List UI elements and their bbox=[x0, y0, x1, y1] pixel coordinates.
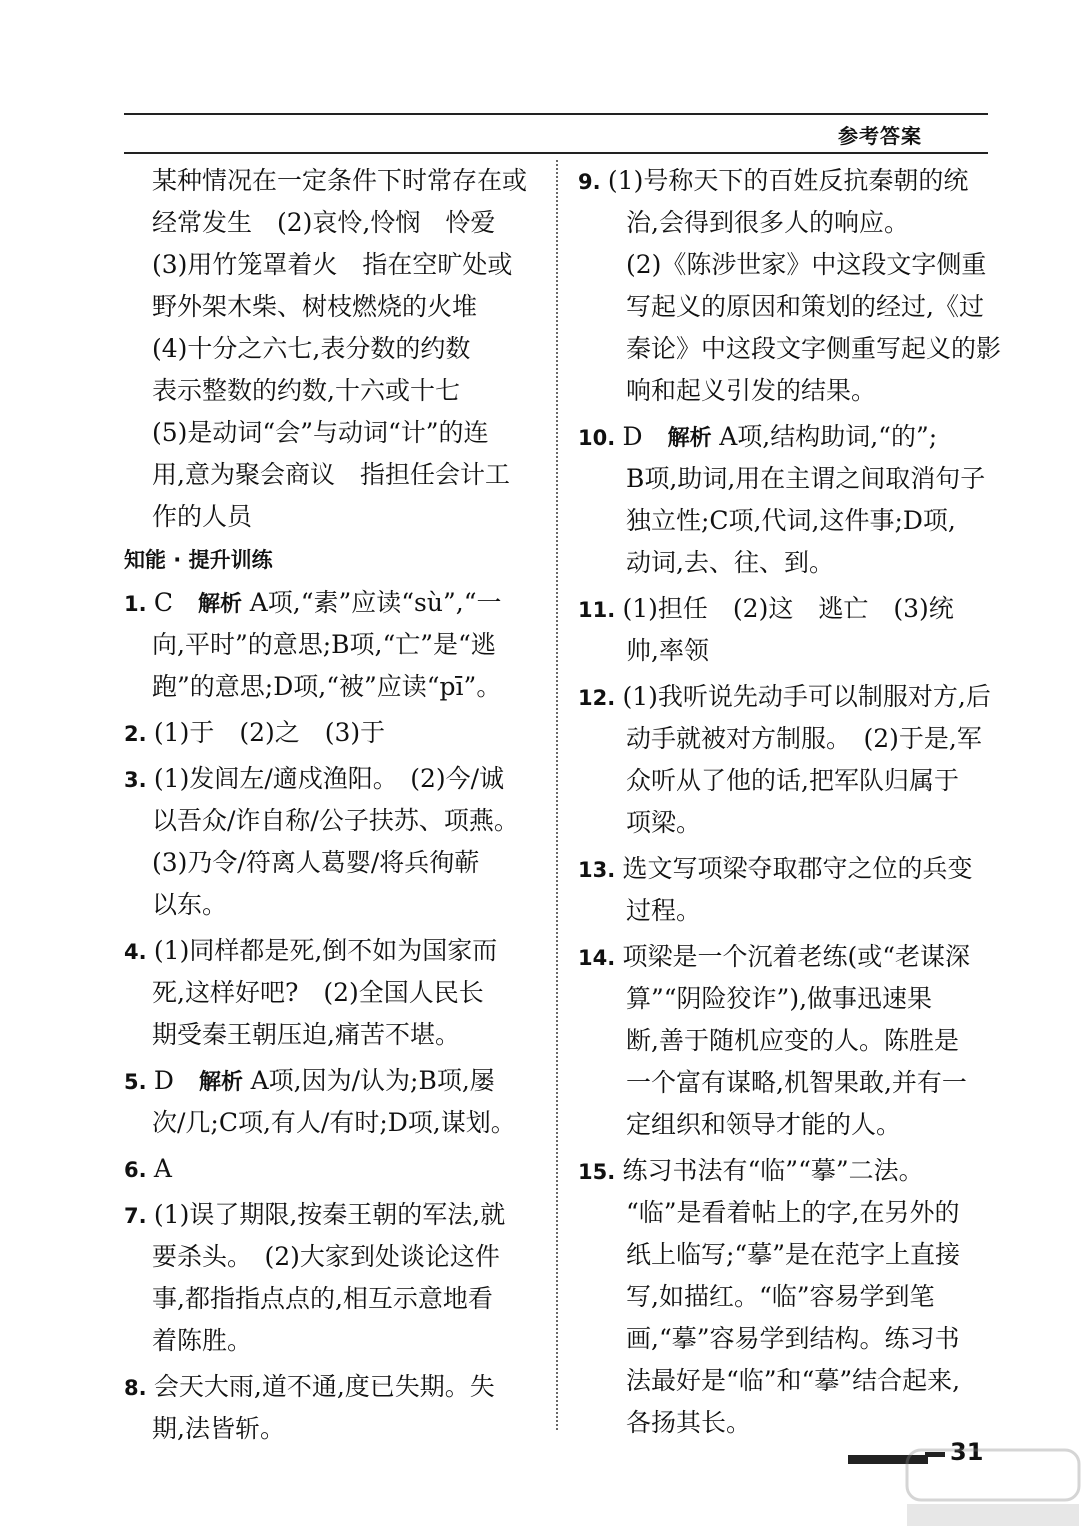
answer-continuation-line: 期受秦王朝压迫,痛苦不堪。 bbox=[152, 1020, 460, 1049]
answer-continuation-line: “临”是看着帖上的字,在另外的 bbox=[626, 1198, 960, 1227]
answer-text: 选文写项梁夺取郡守之位的兵变 bbox=[622, 854, 973, 883]
answer-text: A项,因为/认为;B项,屡 bbox=[250, 1066, 495, 1095]
answer-choice: D bbox=[153, 1066, 199, 1095]
answer-number: 11. bbox=[578, 598, 623, 622]
answer-continuation-line: 一个富有谋略,机智果敢,并有一 bbox=[626, 1068, 967, 1097]
answer-number: 9. bbox=[578, 170, 608, 194]
answer-item-first-line bbox=[124, 1060, 540, 1102]
answer-continuation-line: 定组织和领导才能的人。 bbox=[626, 1110, 902, 1139]
answer-text: (1)我听说先动手可以制服对方,后 bbox=[622, 682, 991, 711]
page-number: 31 bbox=[950, 1438, 984, 1466]
answer-text: (1)发闾左/適戍渔阳。 (2)今/诚 bbox=[153, 764, 505, 793]
answer-number: 5. bbox=[124, 1070, 154, 1094]
answer-continuation-line: 各扬其长。 bbox=[626, 1408, 752, 1437]
answer-item-first-line bbox=[124, 1366, 540, 1408]
header-rule-top bbox=[124, 113, 988, 115]
answer-item-first-line bbox=[124, 1194, 540, 1236]
answer-text: (1)于 (2)之 (3)于 bbox=[153, 718, 386, 747]
answer-item-first-line bbox=[578, 676, 994, 718]
answer-text: 练习书法有“临”“摹”二法。 bbox=[622, 1156, 924, 1185]
answer-number: 1. bbox=[124, 592, 154, 616]
answer-choice: A bbox=[153, 1154, 197, 1183]
answer-continuation-line: 帅,率领 bbox=[626, 636, 709, 665]
answer-item-first-line bbox=[124, 930, 540, 972]
answer-number: 15. bbox=[578, 1160, 623, 1184]
answer-text: (1)号称天下的百姓反抗秦朝的统 bbox=[607, 166, 969, 195]
answer-continuation-line: 项梁。 bbox=[626, 808, 702, 837]
answer-item-first-line bbox=[578, 160, 994, 202]
answer-text: (1)同样都是死,倒不如为国家而 bbox=[153, 936, 498, 965]
answer-item-first-line bbox=[578, 1150, 994, 1192]
right-column bbox=[578, 160, 1002, 1444]
answer-continuation-line: 动手就被对方制服。 (2)于是,军 bbox=[626, 724, 982, 753]
header-rule-bottom bbox=[124, 152, 988, 154]
answer-continuation-line: 算”“阴险狡诈”),做事迅速果 bbox=[626, 984, 933, 1013]
intro-line: 用,意为聚会商议 指担任会计工 bbox=[152, 460, 510, 489]
answer-text: 项梁是一个沉着老练(或“老谋深 bbox=[622, 942, 971, 971]
answer-text: (1)误了期限,按秦王朝的军法,就 bbox=[153, 1200, 506, 1229]
answer-text: A项,结构助词,“的”; bbox=[719, 422, 938, 451]
intro-line: 某种情况在一定条件下时常存在或 bbox=[152, 166, 528, 195]
answer-number: 12. bbox=[578, 686, 623, 710]
answer-number: 7. bbox=[124, 1204, 154, 1228]
intro-line: (3)用竹笼罩着火 指在空旷处或 bbox=[152, 250, 513, 279]
analysis-label: 解析 bbox=[198, 1070, 251, 1095]
answer-continuation-line: 写起义的原因和策划的经过,《过 bbox=[626, 292, 984, 321]
answer-choice: C bbox=[153, 588, 199, 617]
answer-continuation-line: 画,“摹”容易学到结构。练习书 bbox=[626, 1324, 960, 1353]
intro-line: 经常发生 (2)哀怜,怜悯 怜爱 bbox=[152, 208, 496, 237]
intro-line: (4)十分之六七,表分数的约数 bbox=[152, 334, 471, 363]
answer-number: 8. bbox=[124, 1376, 154, 1400]
watermark-band bbox=[907, 1504, 1079, 1526]
answer-item-first-line bbox=[124, 1148, 540, 1190]
answer-item-first-line bbox=[124, 582, 540, 624]
answer-item-first-line bbox=[578, 416, 994, 458]
answer-continuation-line: 着陈胜。 bbox=[152, 1326, 253, 1355]
column-divider bbox=[556, 160, 558, 1430]
answer-item-first-line bbox=[124, 758, 540, 800]
answer-continuation-line: B项,助词,用在主谓之间取消句子 bbox=[626, 464, 986, 493]
answer-continuation-line: (3)乃令/符离人葛婴/将兵徇蕲 bbox=[152, 848, 480, 877]
answer-continuation-line: 跑”的意思;D项,“被”应读“pī”。 bbox=[152, 672, 502, 701]
answer-continuation-line: 期,法皆斩。 bbox=[152, 1414, 285, 1443]
watermark-logo bbox=[905, 1448, 1081, 1528]
answer-continuation-line: 纸上临写;“摹”是在范字上直接 bbox=[626, 1240, 960, 1269]
intro-line: 表示整数的约数,十六或十七 bbox=[152, 376, 460, 405]
answer-continuation-line: 死,这样好吧? (2)全国人民长 bbox=[152, 978, 484, 1007]
answer-text: A项,“素”应读“sù”,“一 bbox=[249, 588, 502, 617]
left-column bbox=[124, 160, 540, 1450]
analysis-label: 解析 bbox=[667, 426, 720, 451]
answer-continuation-line: 写,如描红。“临”容易学到笔 bbox=[626, 1282, 935, 1311]
answer-continuation-line: 以吾众/诈自称/公子扶苏、项燕。 bbox=[152, 806, 519, 835]
answer-continuation-line: 众听从了他的话,把军队归属于 bbox=[626, 766, 959, 795]
section-heading: 知能 · 提升训练 bbox=[124, 548, 273, 572]
answer-continuation-line: 过程。 bbox=[626, 896, 702, 925]
header-title: 参考答案 bbox=[838, 124, 922, 148]
intro-line: (5)是动词“会”与动词“计”的连 bbox=[152, 418, 489, 447]
answer-continuation-line: 要杀头。 (2)大家到处谈论这件 bbox=[152, 1242, 500, 1271]
answer-continuation-line: 响和起义引发的结果。 bbox=[626, 376, 877, 405]
answer-continuation-line: 治,会得到很多人的响应。 bbox=[626, 208, 909, 237]
intro-line: 野外架木柴、树枝燃烧的火堆 bbox=[152, 292, 478, 321]
answer-number: 14. bbox=[578, 946, 623, 970]
answer-choice: D bbox=[622, 422, 668, 451]
answer-number: 3. bbox=[124, 768, 154, 792]
answer-item-first-line bbox=[124, 712, 540, 754]
answer-continuation-line: 以东。 bbox=[152, 890, 228, 919]
answer-continuation-line: 独立性;C项,代词,这件事;D项, bbox=[626, 506, 956, 535]
answer-item-first-line bbox=[578, 936, 994, 978]
analysis-label: 解析 bbox=[198, 592, 250, 617]
answer-number: 2. bbox=[124, 722, 154, 746]
watermark-frame bbox=[907, 1450, 1079, 1500]
answer-number: 10. bbox=[578, 426, 623, 450]
intro-line: 作的人员 bbox=[152, 502, 253, 531]
answer-number: 4. bbox=[124, 940, 154, 964]
answer-continuation-line: 向,平时”的意思;B项,“亡”是“逃 bbox=[152, 630, 496, 659]
answer-continuation-line: (2)《陈涉世家》中这段文字侧重 bbox=[626, 250, 987, 279]
answer-continuation-line: 法最好是“临”和“摹”结合起来, bbox=[626, 1366, 961, 1395]
answer-continuation-line: 秦论》中这段文字侧重写起义的影 bbox=[626, 334, 1002, 363]
answer-continuation-line: 动词,去、往、到。 bbox=[626, 548, 834, 577]
answer-item-first-line bbox=[578, 588, 994, 630]
answer-text: 会天大雨,道不通,度已失期。失 bbox=[153, 1372, 495, 1401]
answer-continuation-line: 次/几;C项,有人/有时;D项,谋划。 bbox=[152, 1108, 516, 1137]
answer-number: 13. bbox=[578, 858, 623, 882]
answer-continuation-line: 断,善于随机应变的人。陈胜是 bbox=[626, 1026, 959, 1055]
answer-text: (1)担任 (2)这 逃亡 (3)统 bbox=[622, 594, 954, 623]
answer-number: 6. bbox=[124, 1158, 154, 1182]
answer-item-first-line bbox=[578, 848, 994, 890]
answer-continuation-line: 事,都指指点点的,相互示意地看 bbox=[152, 1284, 493, 1313]
